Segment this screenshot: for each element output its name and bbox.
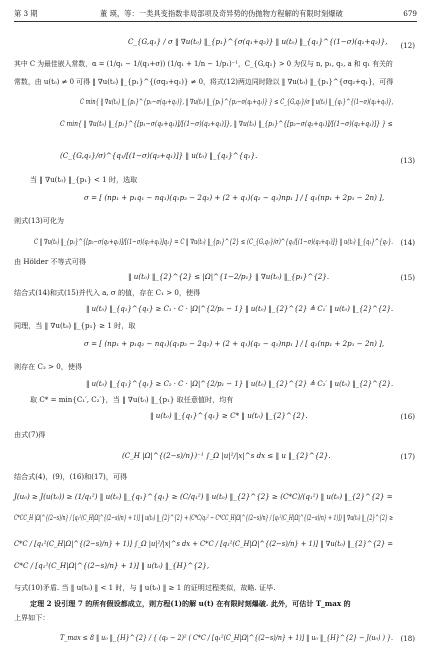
text-line: 由 Hölder 不等式可得 [14, 257, 86, 266]
equation-16-line: ‖ u(t₀) ‖_{q₁}^{q₁} ≥ C* ‖ u(t₀) ‖_{2}^{2}. [150, 411, 308, 420]
issue-label: 第 3 期 [14, 9, 38, 18]
equation-13-line-2: C min{ ‖ ∇u(t₀) ‖_{p₁}^{[p₁−σ(q₂+q₁)]/[(1−σ)(q₂+q₁)]}, ‖ ∇u(t₀) ‖_{p₁}^{[p₂−σ(q₂+q₁)]/[(1−σ)(q₂+q₁)]} } ≤ [60, 119, 393, 128]
text-line: 则式(13)可化为 [14, 216, 65, 225]
inequality-C2: ‖ u(t₀) ‖_{q₁}^{q₁} ≥ C₂ · C · |Ω|^{2/p₁ − 1} ‖ u(t₀) ‖_{2}^{2} ≜ C₂′ ‖ u(t₀) ‖_{2}^{2}. [86, 379, 394, 388]
running-header [14, 8, 417, 22]
equation-13-line-3: (C_{G,q₁}/σ)^{q₁/[(1−σ)(q₂+q₁)]} ‖ u(t₀) ‖_{q₁}^{q₁}. [60, 151, 258, 160]
text-line: 取 C* = min{C₁′, C₂′}，当 ‖ ∇u(t₀) ‖_{p₁} 取任意值时，均有 [30, 395, 234, 404]
text-line: 由式(7)得 [14, 430, 46, 439]
theorem-2-statement: 定理 2 设引理 7 的所有假设都成立，则方程(1)的解 u(t) 在有限时刻爆破. 此外，可估计 T_max 的 [30, 599, 351, 608]
text-line: 结合式(4)，(9)，(16)和(17)，可得 [14, 472, 128, 481]
running-title: 董 瑛，等：一类具变指数非局部项及奇异势的伪抛物方程解的有限时刻爆破 [100, 9, 343, 18]
equation-number-12: (12) [400, 41, 415, 50]
sigma-definition-1: σ = [ (np₁ + p₁q₁ − nq₁)(q₁p₂ − 2q₂) + (2 + q₁)(q₂ − q₁)np₁ ] / [ q₁(np₁ + 2p₁ − 2n) ], [84, 193, 385, 202]
text-line: 与式(10)矛盾. 当 ‖ u(t₀) ‖ < 1 时，与 ‖ u(t₀) ‖ ≥ 1 的证明过程类似，故略. 证毕. [14, 583, 276, 592]
text-line: 同理，当 ‖ ∇u(t₀) ‖_{p₁} ≥ 1 时，取 [14, 321, 136, 330]
equation-13-line-1: C min{ ‖ ∇u(t₀) ‖_{p₁}^{p₁−σ(q₂+q₁)}, ‖ ∇u(t₀) ‖_{p₁}^{p₂−σ(q₂+q₁)} } ≤ C_{G,q₁}/σ ‖ u(t₀) ‖_{q₁}^{(1−σ)(q₂+q₁)}, [80, 97, 394, 106]
derivation-line-1: J(u₀) ≥ J(u(t₀)) ≥ (1/q₁²) ‖ u(t₀) ‖_{q₁}^{q₁} ≥ (C/q₁²) ‖ u(t₀) ‖_{2}^{2} ≥ (C*C)/(q₁²) ‖ u(t₀) ‖_{2}^{2} = [14, 492, 393, 501]
text-line: 则存在 C₂ > 0，使得 [14, 362, 83, 371]
text-line: 结合式(14)和式(15)并代入 a, σ 的值，存在 C₁ > 0，使得 [14, 288, 201, 297]
header-rule [14, 21, 417, 22]
equation-number-14: (14) [400, 238, 415, 247]
inequality-C1: ‖ u(t₀) ‖_{q₁}^{q₁} ≥ C₁ · C · |Ω|^{2/p₁ − 1} ‖ u(t₀) ‖_{2}^{2} ≜ C₁′ ‖ u(t₀) ‖_{2}^{2}. [86, 304, 394, 313]
equation-17-line: (C_H |Ω|^{(2−s)/n})⁻¹ ∫_Ω |u|²/|x|^s dx ≤ ‖ u ‖_{2}^{2}. [122, 451, 331, 460]
derivation-line-2: C*CC_H |Ω|^{(2−s)/n} / [q₁²(C_H|Ω|^{(2−s)/n} + 1)] ‖ u(t₀) ‖_{2}^{2} + (C*C/q₁² − C*CC_H|Ω|^{(2−s)/n} / [q₁²(C_H|Ω|^{(2−s)/n} + 1)]) ‖ ∇u(t₀) ‖_{2}^{2} ≥ [14, 513, 394, 522]
text-line: 其中 C 为最佳嵌入常数，α = (1/q₁ − 1/(q₁+σ)) (1/q₁ + 1/n − 1/p₁)⁻¹，C_{G,q₁} > 0 为仅与 n, p₁, q₂, a 和 q₁ 有关的 [14, 59, 393, 68]
equation-12-line: C_{G,q₁} / σ ‖ ∇u(t₀) ‖_{p₁}^{σ(q₁+q₂)} ‖ u(t₀) ‖_{q₁}^{(1−σ)(q₁+q₂)}, [128, 37, 388, 46]
equation-number-15: (15) [400, 273, 415, 282]
derivation-line-3: C*C / [q₁²(C_H|Ω|^{(2−s)/n} + 1)] ∫_Ω |u|²/|x|^s dx + C*C / [q₁²(C_H|Ω|^{(2−s)/n} + 1)] ‖ ∇u(t₀) ‖_{2}^{2} = [14, 539, 394, 548]
equation-number-17: (17) [400, 452, 415, 461]
sigma-definition-2: σ = [ (np₁ + p₁q₂ − nq₁)(q₁p₂ − 2q₂) + (2 + q₁)(q₂ − q₁)np₁ ] / [ q₁(np₁ + 2p₁ − 2n) ], [84, 339, 385, 348]
equation-number-18: (18) [400, 634, 415, 643]
equation-14-line: C ‖ ∇u(t₀) ‖_{p₁}^{[p₂−σ(q₂+q₁)]/[(1−σ)(q₂+q₁)]q₁} = C ‖ ∇u(t₀) ‖_{p₁}^{2} ≤ (C_{G,q₁}/σ)^{q₁/[(1−σ)(q₂+q₁)]} ‖ u(t₀) ‖_{q₁}^{q₁}. [34, 237, 393, 246]
page-number: 679 [403, 9, 417, 18]
text-line: 常数，由 u(t₀) ≠ 0 可得 ‖ ∇u(t₀) ‖_{p₁}^{(σq₂+q₁)} ≠ 0，将式(12)两边同时除以 ‖ ∇u(t₀) ‖_{p₁}^{σq₂+q₁}，可得 [14, 77, 394, 86]
text-line: 当 ‖ ∇u(t₀) ‖_{p₁} < 1 时，选取 [30, 175, 138, 184]
text-line: 上界如下： [14, 613, 50, 622]
equation-number-16: (16) [400, 412, 415, 421]
equation-number-13: (13) [400, 156, 415, 165]
equation-15-line: ‖ u(t₀) ‖_{2}^{2} ≤ |Ω|^{1−2/p₁} ‖ ∇u(t₀) ‖_{p₁}^{2}. [128, 272, 330, 281]
derivation-line-4: C*C / [q₁²(C_H|Ω|^{(2−s)/n} + 1)] ‖ u(t₀) ‖_{H}^{2}, [14, 561, 210, 570]
equation-18-line: T_max ≤ 8 ‖ u₀ ‖_{H}^{2} / { (q₂ − 2)² ( C*C / [q₁²(C_H|Ω|^{(2−s)/n} + 1)] ‖ u₀ ‖_{H}^{2} − J(u₀) ) }. [60, 633, 393, 642]
